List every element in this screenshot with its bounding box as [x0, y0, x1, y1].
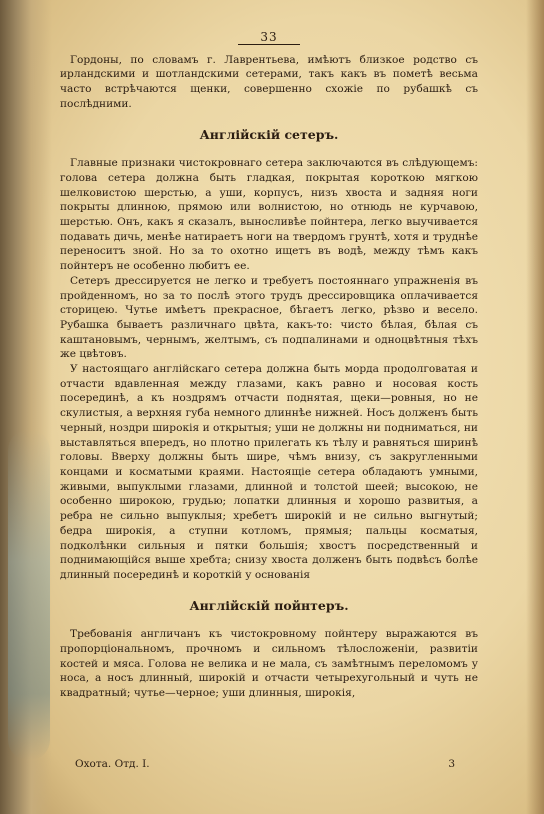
page-edge-shadow	[526, 0, 544, 814]
page-text	[60, 30, 478, 701]
paragraph-setter-1: Главные признаки чистокровнаго сетера заключаются въ слѣдующемъ: голова сетера должна быть гладкая, покрытая короткою мягкою шелковистою шерстью, а уши, корпусъ, низъ хвоста и задняя ноги покрыты длинною, прямою или волнистою, но отнюдь не курчавою, шерстью. Онъ, какъ я сказалъ, выносливѣе пойнтера, легко выучивается подавать дичь, менѣе натираетъ ноги на твердомъ грунтѣ, хотя и труднѣе переноситъ зной. Но за то охотно ищетъ въ водѣ, между тѣмъ какъ пойнтеръ не особенно любитъ ее.	[60, 157, 478, 273]
paragraph-pointer-1: Требованія англичанъ къ чистокровному пойнтеру выражаются въ пропорціональномъ, прочномъ и сильномъ тѣлосложеніи, развитіи костей и мяса. Голова не велика и не мала, съ замѣтнымъ переломомъ у носа, а носъ длинный, широкій и отчасти четырехугольный и чуть не квадратный; чутье—черное; уши длинныя, широкія,	[60, 628, 478, 700]
paragraph-setter-3: У настоящаго англійскаго сетера должна быть морда продолговатая и отчасти вдавленная между глазами, какъ равно и носовая кость посерединѣ, а къ ноздрямъ отчасти поднятая, щеки—ровныя, но не скулистыя, а верхняя губа немного длиннѣе нижней. Носъ долженъ быть черный, ноздри широкія и открытыя; уши не должны ни подниматься, ни выставляться впередъ, но плотно прилегать къ тѣлу и равняться ширинѣ головы. Вверху должны быть шире, чѣмъ внизу, съ закругленными концами и косматыми краями. Настоящіе сетера обладаютъ умными, живыми, выпуклыми глазами, длинной и толстой шеей; высокою, не особенно широкою, грудью; лопатки длинныя и хорошо развитыя, а ребра не сильно выпуклыя; хребетъ широкій и не сильно выгнутый; бедра широкія, а ступни котломъ, прямыя; пальцы косматыя, подколѣнки сильныя и пятки большія; хвостъ посредственный и поднимающійся выше хребта; снизу хвоста долженъ быть подвѣсъ болѣе длинный посерединѣ и короткій у основанія	[60, 363, 478, 581]
paragraph-setter-2: Сетеръ дрессируется не легко и требуетъ постояннаго упражненія въ пройденномъ, но за то послѣ этого трудъ дрессировщика оплачивается сторицею. Чутье имѣетъ прекрасное, бѣгаетъ легко, рѣзво и весело. Рубашка бываетъ различнаго цвѣта, какъ-то: чисто бѣлая, бѣлая съ каштановымъ, чернымъ, желтымъ, съ подпалинами и одноцвѣтныя тѣхъ же цвѣтовъ.	[60, 274, 478, 361]
footer-signature: Охота. Отд. I.	[75, 758, 150, 770]
page-number: 33	[60, 30, 478, 45]
heading-english-setter: Англійскій сетеръ.	[199, 126, 339, 142]
footer-sheet-number: 3	[448, 758, 455, 770]
water-stain	[8, 430, 50, 760]
page-footer	[75, 758, 455, 770]
heading-english-pointer: Англійскій пойнтеръ.	[189, 597, 349, 613]
paragraph-gordons: Гордоны, по словамъ г. Лаврентьева, имѣютъ близкое родство съ ирландскими и шотландскими сетерами, такъ какъ въ пометѣ весьма часто встрѣчаются щенки, совершенно схожіе по рубашкѣ съ послѣдними.	[60, 53, 478, 110]
